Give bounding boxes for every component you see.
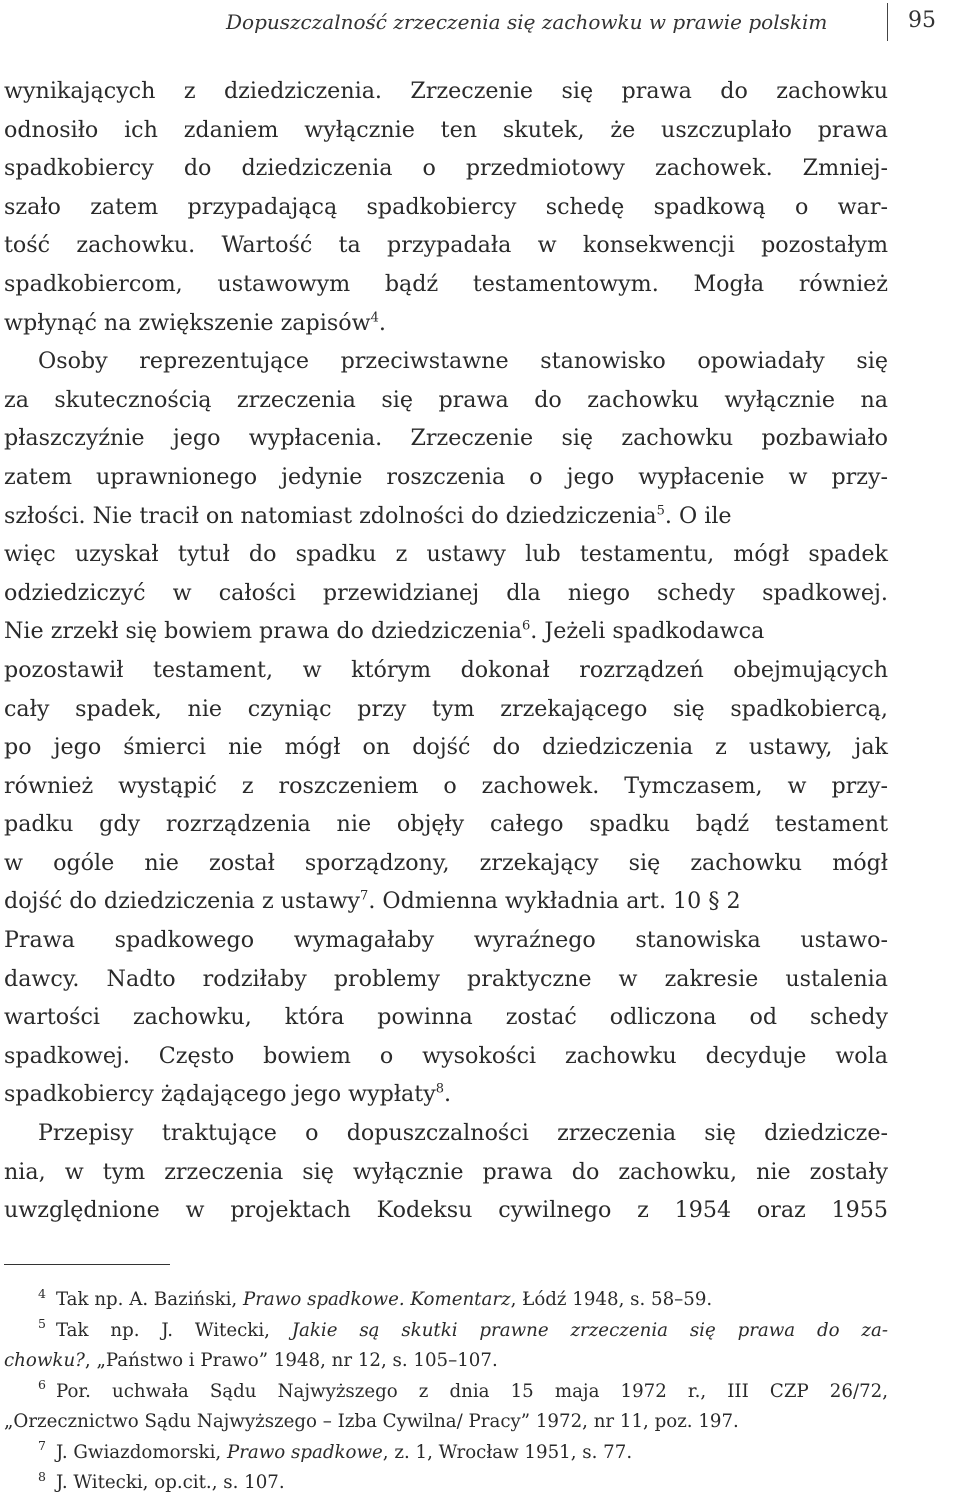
text-line: spadkowej. Często bowiem o wysokości zachowku decyduje wola xyxy=(4,1042,888,1069)
footnote-line xyxy=(4,1468,888,1499)
page-number: 95 xyxy=(908,8,936,33)
text-run: , z. 1, Wrocław 1951, s. 77. xyxy=(382,1441,633,1463)
text-run: J. Witecki, op.cit., s. 107. xyxy=(55,1472,285,1493)
text-line: Prawa spadkowego wymagałaby wyraźnego stanowiska ustawo- xyxy=(4,927,888,954)
text-run: dojść do dziedziczenia z ustawy xyxy=(4,888,361,915)
text-run: . Odmienna wykładnia art. 10 § 2 xyxy=(368,888,741,915)
text-run: , Łódź 1948, s. 58–59. xyxy=(510,1289,713,1310)
text-line: płaszczyźnie jego wypłacenia. Zrzeczenie się zachowku pozbawiało xyxy=(4,425,888,452)
text-run: . Jeżeli spadkodawca xyxy=(530,618,765,645)
text-line: tość zachowku. Wartość ta przypadała w konsekwencji pozostałym xyxy=(4,232,888,259)
footnotes xyxy=(4,1285,888,1499)
text-run: wpłynąć na zwiększenie zapisów xyxy=(4,309,371,336)
text-line: Osoby reprezentujące przeciwstawne stanowisko opowiadały się xyxy=(38,348,888,375)
footnote-ref[interactable]: 4 xyxy=(370,310,379,326)
text-run: Por. uchwała Sądu Najwyższego z dnia 15 maja 1972 r., III CZP 26/72, xyxy=(55,1380,888,1402)
text-line xyxy=(4,612,888,651)
footnote-ref[interactable]: 8 xyxy=(435,1082,445,1098)
text-line: po jego śmierci nie mógł on dojść do dziedziczenia z ustawy, jak xyxy=(4,734,888,761)
footnote-number: 7 xyxy=(38,1438,46,1454)
paragraph-3 xyxy=(4,1114,888,1230)
running-title: Dopuszczalność zrzeczenia się zachowku w prawie polskim xyxy=(226,10,828,34)
text-line xyxy=(4,1075,888,1114)
citation-title: Prawo spadkowe xyxy=(226,1441,383,1463)
text-run: Tak np. J. Witecki, xyxy=(55,1319,292,1341)
text-line: dawcy. Nadto rodziłaby problemy praktyczne w zakresie ustalenia xyxy=(4,965,888,992)
footnote-number: 6 xyxy=(38,1377,46,1393)
text-line: szało zatem przypadającą spadkobiercy schedę spadkową o war- xyxy=(4,193,888,220)
text-line xyxy=(4,497,888,536)
footnote-line xyxy=(4,1285,888,1316)
header-divider xyxy=(887,3,888,41)
footnote-line xyxy=(4,1316,888,1347)
footnote-line xyxy=(4,1346,888,1377)
footnote-line: „Orzecznictwo Sądu Najwyższego – Izba Cywilna/ Pracy” 1972, nr 11, poz. 197. xyxy=(4,1411,739,1432)
footnote-ref[interactable]: 7 xyxy=(360,889,369,905)
citation-title: Prawo spadkowe. Komentarz xyxy=(243,1289,511,1310)
text-run: J. Gwiazdomorski, xyxy=(55,1441,227,1463)
text-line: odnosiło ich zdaniem wyłącznie ten skutek, że uszczuplało prawa xyxy=(4,116,888,143)
paragraph-2 xyxy=(4,342,888,1114)
footnote-line xyxy=(4,1438,888,1469)
text-line: spadkobiercy do dziedziczenia o przedmiotowy zachowek. Zmniej- xyxy=(4,155,888,182)
main-text xyxy=(4,72,888,1230)
paragraph-1 xyxy=(4,72,888,342)
text-line: wynikających z dziedziczenia. Zrzeczenie się prawa do zachowku xyxy=(4,78,888,104)
text-run: . xyxy=(444,1081,452,1108)
text-line: również wystąpić z roszczeniem o zachowek. Tymczasem, w przy- xyxy=(4,772,888,799)
text-run xyxy=(4,497,732,536)
footnote-6 xyxy=(4,1377,888,1438)
text-line: w ogóle nie został sporządzony, zrzekający się zachowku mógł xyxy=(4,849,888,876)
text-run: szłości. Nie tracił on natomiast zdolności do dziedziczenia xyxy=(4,502,657,529)
text-line: zatem uprawnionego jedynie roszczenia o jego wypłacenie w przy- xyxy=(4,463,888,490)
footnote-number: 4 xyxy=(38,1285,46,1301)
footnote-ref[interactable]: 6 xyxy=(521,618,531,634)
text-line: odziedziczyć w całości przewidzianej dla niego schedy spadkowej. xyxy=(4,579,888,606)
text-line: wartości zachowku, która powinna zostać odliczona od schedy xyxy=(4,1004,888,1031)
text-run: Nie zrzekł się bowiem prawa do dziedziczenia xyxy=(4,618,522,645)
text-line: nia, w tym zrzeczenia się wyłącznie prawa do zachowku, nie zostały xyxy=(4,1158,888,1185)
citation-title: chowku? xyxy=(4,1350,85,1371)
text-line: pozostawił testament, w którym dokonał rozrządzeń obejmujących xyxy=(4,656,888,683)
footnote-8 xyxy=(4,1468,888,1499)
text-run: spadkobiercy żądającego jego wypłaty xyxy=(4,1081,436,1108)
footnote-number: 8 xyxy=(38,1468,46,1484)
footnote-divider xyxy=(4,1264,170,1265)
footnote-4 xyxy=(4,1285,888,1316)
text-line: spadkobiercom, ustawowym bądź testamentowym. Mogła również xyxy=(4,270,888,297)
text-line: za skutecznością zrzeczenia się prawa do zachowku wyłącznie na xyxy=(4,386,888,413)
text-run: . xyxy=(378,309,386,336)
text-run: Tak np. A. Baziński, xyxy=(55,1289,243,1310)
text-line: padku gdy rozrządzenia nie objęły całego spadku bądź testament xyxy=(4,811,888,838)
text-line xyxy=(4,882,888,921)
citation-title: Jakie są skutki prawne zrzeczenia się prawa do za- xyxy=(291,1319,888,1341)
footnote-number: 5 xyxy=(38,1316,46,1332)
footnote-ref[interactable]: 5 xyxy=(656,503,665,519)
footnote-line xyxy=(4,1377,888,1408)
text-run: , „Państwo i Prawo” 1948, nr 12, s. 105–107. xyxy=(84,1350,498,1371)
text-line xyxy=(4,304,888,343)
text-run: . O ile xyxy=(664,502,732,529)
text-line: uwzględnione w projektach Kodeksu cywilnego z 1954 oraz 1955 xyxy=(4,1197,888,1224)
text-line: więc uzyskał tytuł do spadku z ustawy lub testamentu, mógł spadek xyxy=(4,541,888,568)
page-header xyxy=(0,0,960,48)
text-line: Przepisy traktujące o dopuszczalności zrzeczenia się dziedzicze- xyxy=(38,1120,888,1147)
text-line: cały spadek, nie czyniąc przy tym zrzekającego się spadkobiercą, xyxy=(4,695,888,722)
footnote-5 xyxy=(4,1316,888,1377)
footnote-7 xyxy=(4,1438,888,1469)
